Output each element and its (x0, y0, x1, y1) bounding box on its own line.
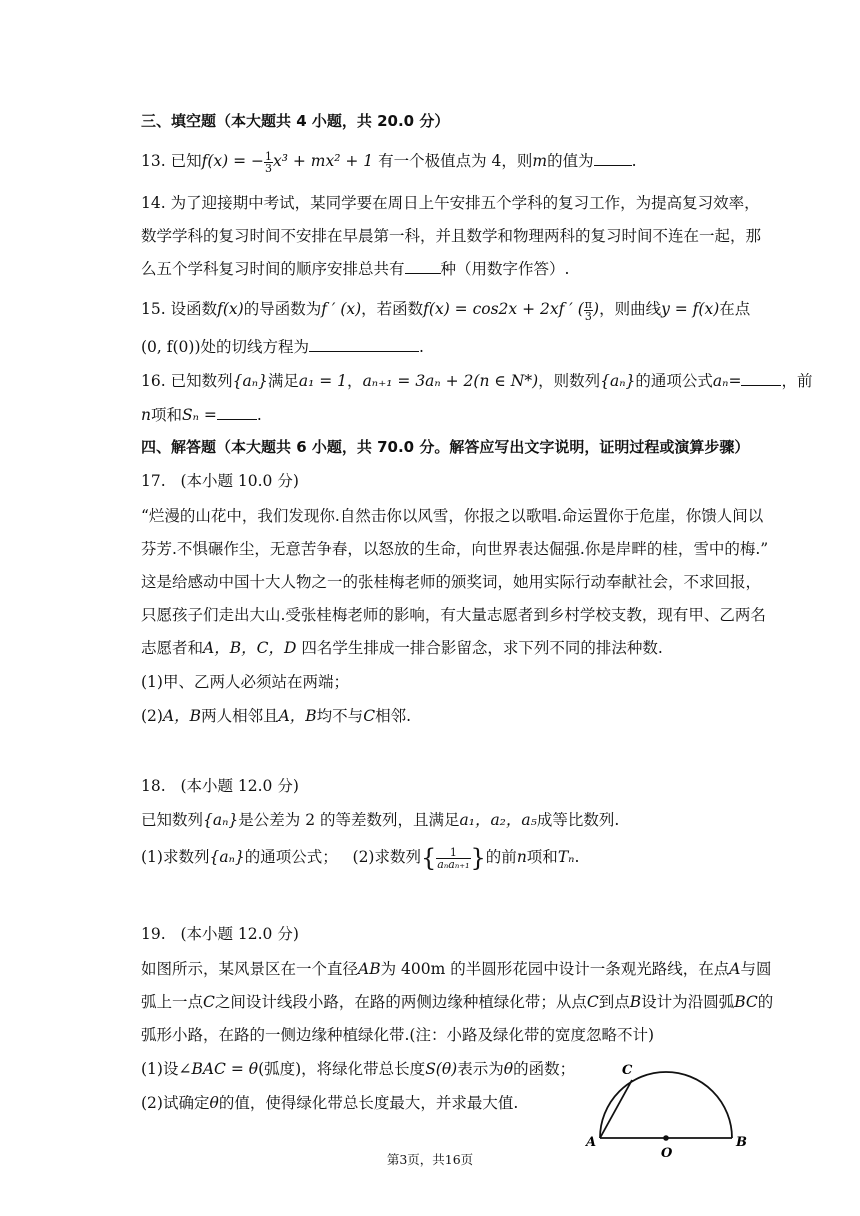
q13-text-mid: 有一个极值点为 4，则 (378, 152, 533, 170)
q16-answer-blank-1[interactable] (741, 371, 781, 386)
q18-sub-2f: . (574, 848, 580, 866)
q19-ab: AB (358, 960, 381, 978)
q19-c-2: C (586, 993, 599, 1011)
q15-frac-den: 3 (584, 309, 592, 323)
q13-formula-rest: x³ + mx² + 1 (273, 152, 374, 170)
q18-sub-2a: (2)求数列 (352, 848, 421, 866)
q19-c: C (203, 993, 215, 1011)
q15-formula-g: ) (593, 300, 600, 318)
q13-frac-den: 3 (265, 161, 273, 175)
q16-number: 16. (141, 372, 166, 390)
q13-fraction (264, 151, 273, 174)
q18-seq: {aₙ} (203, 811, 239, 829)
q19-line-1c: 为 400m 的半圆形花园中设计一条观光路线，在点 (380, 960, 730, 978)
q17-line-3: 这是给感动中国十大人物之一的张桂梅老师的颁奖词，她用实际行动奉献社会，不求回报， (141, 573, 762, 591)
q19-line-2i: 的 (757, 993, 774, 1011)
q19-sub-1c: (弧度)，将绿化带总长度 (258, 1060, 426, 1078)
q18-line-1a: 已知数列 (141, 811, 204, 829)
q18-sub-2c: n (516, 848, 527, 866)
q16-answer-blank-2[interactable] (217, 405, 257, 420)
q17-line-5 (141, 637, 663, 659)
q17-line-5c: 四名学生排成一排合影留念，求下列不同的排法种数. (301, 639, 663, 657)
q15-text-c: 的导函数为 (243, 300, 322, 318)
semicircle-figure (584, 1058, 754, 1163)
page-footer: 第3页，共16页 (386, 1152, 474, 1167)
q16-seq: {aₙ} (232, 372, 268, 390)
question-14 (141, 192, 760, 214)
q17-sub-2b: A，B (162, 707, 202, 725)
q13-frac-num: 1 (265, 149, 273, 163)
q18-fraction (436, 847, 470, 870)
q13-text: 已知 (170, 152, 202, 170)
q19-s-theta: S(θ) (425, 1060, 458, 1078)
q16-text-c: 满足 (267, 372, 299, 390)
q18-frac-den: aₙaₙ₊₁ (437, 857, 470, 871)
q15-frac-num: π (584, 297, 592, 311)
q19-line-1a: 如图所示，某风景区在一个直径 (141, 960, 359, 978)
q19-angle: ∠BAC = θ (178, 1060, 259, 1078)
q19-sub-1g: 的函数； (513, 1060, 576, 1078)
q14-line-3a: 么五个学科复习时间的顺序安排总共有 (141, 260, 405, 278)
question-15 (141, 298, 750, 322)
question-16 (141, 370, 812, 392)
q19-line-1 (141, 958, 771, 980)
q17-line-2: 芬芳.不惧碾作尘，无意苦争春，以怒放的生命，向世界表达倔强.你是岸畔的桂，雪中的梅.” (141, 540, 769, 558)
q15-formula-d: f ′ (x) (321, 300, 362, 318)
q19-theta-2: θ (209, 1094, 219, 1112)
q19-score: (本小题 12.0 分) (180, 925, 299, 943)
q15-line-2c: . (419, 338, 424, 356)
q14-line-1: 为了迎接期中考试，某同学要在周日上午安排五个学科的复习工作，为提高复习效率， (170, 194, 760, 212)
q18-line-1c: 是公差为 2 的等差数列，且满足 (238, 811, 460, 829)
q15-text-j: 在点 (719, 300, 751, 318)
q17-line-5a: 志愿者和 (141, 639, 204, 657)
q18-frac-num: 1 (436, 847, 470, 859)
q13-text-post: 的值为 (547, 152, 594, 170)
q16-text-a: 已知数列 (170, 372, 233, 390)
q19-line-2g: 设计为沿圆弧 (641, 993, 735, 1011)
q19-sub-1 (141, 1058, 575, 1080)
q15-formula-i: y = f(x) (661, 300, 720, 318)
q14-line-3b: 种（用数字作答）. (440, 260, 570, 278)
q18-number: 18. (141, 777, 166, 795)
q18-brace-right: } (470, 844, 486, 872)
q15-answer-blank[interactable] (309, 337, 419, 352)
q19-a: A (729, 960, 741, 978)
q15-formula-b: f(x) (217, 300, 244, 318)
q16-text-k: ，前 (781, 372, 813, 390)
q17-line-4: 只愿孩子们走出大山.受张桂梅老师的影响，有大量志愿者到乡村学校支教，现有甲、乙两名 (141, 606, 766, 624)
q15-point: (0, f(0)) (141, 338, 201, 356)
q19-line-2a: 弧上一点 (141, 993, 204, 1011)
q18-sub-1c: 的通项公式； (244, 848, 338, 866)
q17-students: A，B，C，D (203, 639, 297, 657)
q18-score: (本小题 12.0 分) (180, 777, 299, 795)
q15-text-a: 设函数 (170, 300, 218, 318)
q19-b: B (629, 993, 642, 1011)
q16-line-2 (141, 404, 262, 426)
q17-sub-2g: 相邻. (375, 707, 411, 725)
semicircle-arc (600, 1072, 732, 1138)
label-c: C (622, 1063, 633, 1078)
q17-sub-2d: A，B (278, 707, 317, 725)
q14-number: 14. (141, 194, 166, 212)
question-13 (141, 150, 637, 174)
q16-recurrence: aₙ₊₁ = 3aₙ + 2(n ∈ N*) (362, 372, 539, 390)
q19-theta: θ (503, 1060, 514, 1078)
q18-line-1e: 成等比数列. (536, 811, 620, 829)
q17-sub-2f: C (363, 707, 376, 725)
q17-line-1: “烂漫的山花中，我们发现你.自然击你以风雪，你报之以歌唱.命运置你于危崖，你馈人间以 (141, 507, 764, 525)
q16-sn: Sₙ = (182, 406, 217, 424)
q16-sep: ， (347, 372, 363, 390)
question-17-header (141, 470, 299, 492)
segment-ac (600, 1080, 632, 1138)
section-3-title: 三、填空题（本大题共 4 小题，共 20.0 分） (141, 112, 450, 130)
q19-bc: BC (734, 993, 758, 1011)
q16-line-2d: . (256, 406, 262, 424)
q13-formula: f(x) = − (201, 152, 265, 170)
q15-line-2 (141, 336, 424, 358)
q19-line-1e: 与圆 (740, 960, 772, 978)
q13-end: . (631, 152, 637, 170)
q19-sub-2a: (2)试确定 (141, 1094, 210, 1112)
q19-line-2 (141, 991, 773, 1013)
q16-n: n (141, 406, 151, 424)
q17-sub-2e: 均不与 (316, 707, 364, 725)
q16-text-i: 的通项公式 (635, 372, 713, 390)
center-point-o (663, 1135, 669, 1141)
q16-init: a₁ = 1 (298, 372, 348, 390)
q15-formula-f: f(x) = cos2x + 2xf ′ ( (423, 300, 584, 318)
q16-text-g: ，则数列 (538, 372, 601, 390)
q19-sub-1a: (1)设 (141, 1060, 179, 1078)
label-a: A (586, 1135, 597, 1150)
q19-sub-2c: 的值，使得绿化带总长度最大，并求最大值. (218, 1094, 519, 1112)
q19-line-2e: 到点 (598, 993, 630, 1011)
q13-var: m (532, 152, 548, 170)
q17-number: 17. (141, 472, 166, 490)
question-18-header (141, 775, 299, 797)
q18-line-2 (141, 846, 579, 870)
q16-an: aₙ= (712, 372, 742, 390)
q17-sub-2 (141, 705, 411, 727)
q18-sub-1b: {aₙ} (209, 848, 245, 866)
q14-line-3 (141, 258, 569, 280)
q18-brace-left: { (420, 844, 437, 872)
q18-sub-1a: (1)求数列 (141, 848, 210, 866)
q14-line-2: 数学学科的复习时间不安排在早晨第一科，并且数学和物理两科的复习时间不连在一起，那 (141, 227, 762, 245)
q18-sub-2b: 的前 (485, 848, 517, 866)
q18-sub-2d: 项和 (526, 848, 558, 866)
q15-text-e: ，若函数 (361, 300, 424, 318)
q17-score: (本小题 10.0 分) (180, 472, 299, 490)
q15-fraction (584, 299, 593, 322)
q19-line-3: 弧形小路，在路的一侧边缘种植绿化带.(注：小路及绿化带的宽度忽略不计) (141, 1026, 655, 1044)
q18-sub-2e: Tₙ (557, 848, 575, 866)
q17-sub-2a: (2) (141, 707, 163, 725)
q15-line-2b: 处的切线方程为 (200, 338, 310, 356)
q16-line-2b: 项和 (150, 406, 182, 424)
question-19-header (141, 923, 299, 945)
q19-number: 19. (141, 925, 166, 943)
q19-sub-2 (141, 1092, 518, 1114)
q16-seq-2: {aₙ} (600, 372, 636, 390)
q14-answer-blank[interactable] (405, 259, 441, 274)
q18-line-1 (141, 809, 619, 831)
q15-number: 15. (141, 300, 166, 318)
q19-line-2c: 之间设计线段小路，在路的两侧边缘种植绿化带；从点 (214, 993, 587, 1011)
q13-number: 13. (141, 152, 166, 170)
q18-terms: a₁，a₂，a₅ (459, 811, 537, 829)
label-o: O (661, 1146, 673, 1161)
q19-sub-1e: 表示为 (457, 1060, 504, 1078)
q17-sub-1: (1)甲、乙两人必须站在两端； (141, 673, 349, 691)
q13-answer-blank[interactable] (594, 151, 632, 166)
label-b: B (736, 1135, 747, 1150)
q17-sub-2c: 两人相邻且 (201, 707, 279, 725)
section-4-title: 四、解答题（本大题共 6 小题，共 70.0 分。解答应写出文字说明，证明过程或演算步骤） (141, 438, 750, 456)
q15-text-h: ，则曲线 (599, 300, 662, 318)
